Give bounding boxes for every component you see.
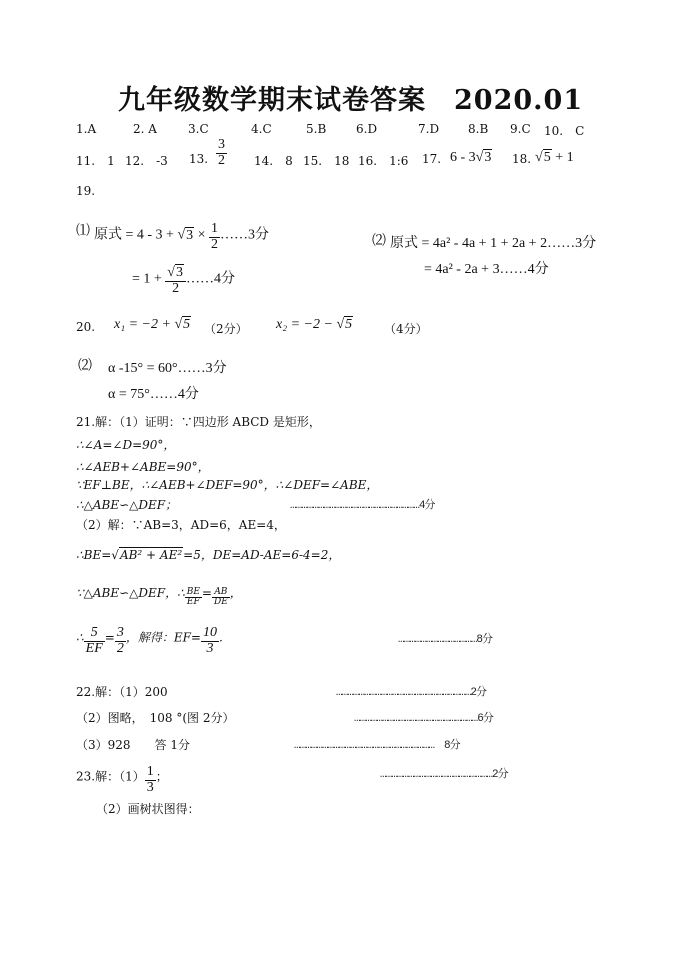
q20-part2-line2: α = 75°……4分 (108, 387, 199, 402)
answer-9: 9.C (510, 122, 531, 136)
answer-10: 10. C (544, 124, 585, 138)
answer-1: 1.A (76, 122, 97, 136)
answer-18-value: √5 + 1 (535, 150, 574, 165)
q21-line1: 21.解：（1）证明：∵四边形 ABCD 是矩形， (76, 415, 321, 429)
answer-17-value: 6 - 3√3 (450, 150, 492, 165)
answer-15: 15. 18 (303, 154, 350, 168)
answer-8: 8.B (468, 122, 489, 136)
q19-part2-line1: 原式 = 4a² - 4a + 1 + 2a + 2……3分 (390, 236, 597, 251)
q23-line2: （2）画树状图得： (96, 802, 200, 816)
answer-4: 4.C (251, 122, 272, 136)
q22-line1: 22.解：（1）200 (76, 685, 168, 699)
q21-line4: ∵EF⊥BE，∴∠AEB+∠DEF=90°，∴∠DEF=∠ABE， (76, 478, 379, 492)
q21-line5: ∴△ABE∽△DEF； (76, 498, 178, 512)
q23-score-2: ……………………………………………………2分 (380, 769, 508, 781)
q20-part2-line1: α -15° = 60°……3分 (108, 361, 227, 376)
answer-18-label: 18. (512, 152, 532, 166)
q21-line2: ∴∠A=∠D=90°， (76, 438, 176, 452)
q19-fraction-root3-half: $\frac{√3}{2}$ (165, 266, 186, 296)
q21-score-4: ……………………………………………………………4分 (290, 500, 435, 512)
q22-score-6: …………………………………………………………6分 (354, 713, 493, 725)
q19-part1-line2: = 1 + $\frac{√3}{2}$ ……4分 (132, 265, 235, 296)
answer-7: 7.D (418, 122, 440, 136)
q21-frac-10-3: $\frac{10}{3}$ (202, 625, 217, 656)
q20-x2-score: （4分） (384, 322, 428, 336)
answer-5: 5.B (306, 122, 327, 136)
page-title: 九年级数学期末试卷答案 2020.01 (118, 85, 584, 116)
q21-score-8: ……………………………………8分 (398, 634, 493, 646)
answer-12: 12. -3 (125, 154, 168, 168)
q23-line1: 23.解：（1） $\frac{1}{3}$ ； (76, 764, 168, 795)
answer-2: 2. A (133, 122, 157, 136)
q19-part1-line1: 原式 = 4 - 3 + √3 × $\frac{1}{2}$ ……3分 (94, 221, 270, 252)
q19-fraction-half: $\frac{1}{2}$ (211, 221, 219, 252)
q20-part2-tag: ⑵ (78, 359, 92, 374)
q21-ratio-be-ef: $\frac{BE}{EF}$ (186, 586, 200, 607)
q22-line3: （3）928 答 1分 (76, 738, 190, 752)
q20-label: 20. (76, 320, 96, 334)
q22-line2: （2）图略， 108 °(图 2分） (76, 711, 235, 725)
q21-frac-5-ef: $\frac{5}{EF}$ (85, 625, 103, 656)
answer-13-label: 13. (189, 152, 209, 166)
answer-13-fraction: $\frac{3}{2}$ (218, 137, 225, 168)
q23-fraction: $\frac{1}{3}$ (146, 764, 154, 795)
q21-line8: ∵△ABE∽△DEF，∴ $\frac{BE}{EF}$ = $\frac{AB}{DE}$ ， (76, 586, 242, 607)
q19-part2-tag: ⑵ (372, 234, 386, 249)
q20-x1-score: （2分） (204, 322, 248, 336)
answer-3: 3.C (188, 122, 209, 136)
q21-line9: ∴ $\frac{5}{EF}$ = $\frac{3}{2}$ ，解得：EF= $\frac{10}{3}$ . (76, 625, 223, 656)
answer-14: 14. 8 (254, 154, 293, 168)
answer-16: 16. 1:6 (358, 154, 409, 168)
q20-root-x1: x₁ = −2 + √5 (114, 317, 191, 332)
q19-part1-tag: ⑴ (76, 224, 90, 239)
q21-ratio-ab-de: $\frac{AB}{DE}$ (213, 586, 228, 607)
q20-root-x2: x₂ = −2 − √5 (276, 317, 353, 332)
q22-score-8: ………………………………………………………………… 8分 (294, 740, 460, 752)
answer-17-label: 17. (422, 152, 442, 166)
q22-score-2: ………………………………………………………………2分 (336, 687, 487, 699)
answer-11: 11. 1 (76, 154, 115, 168)
q21-line6: （2）解：∵AB=3，AD=6，AE=4， (76, 518, 286, 532)
q21-line7: ∴BE=√AB² + AE²=5，DE=AD-AE=6-4=2， (76, 548, 341, 562)
answer-6: 6.D (356, 122, 378, 136)
q21-line3: ∴∠AEB+∠ABE=90°， (76, 460, 210, 474)
q19-part2-line2: = 4a² - 2a + 3……4分 (424, 262, 549, 277)
q19-label: 19. (76, 184, 96, 198)
q21-frac-3-2: $\frac{3}{2}$ (116, 625, 124, 656)
